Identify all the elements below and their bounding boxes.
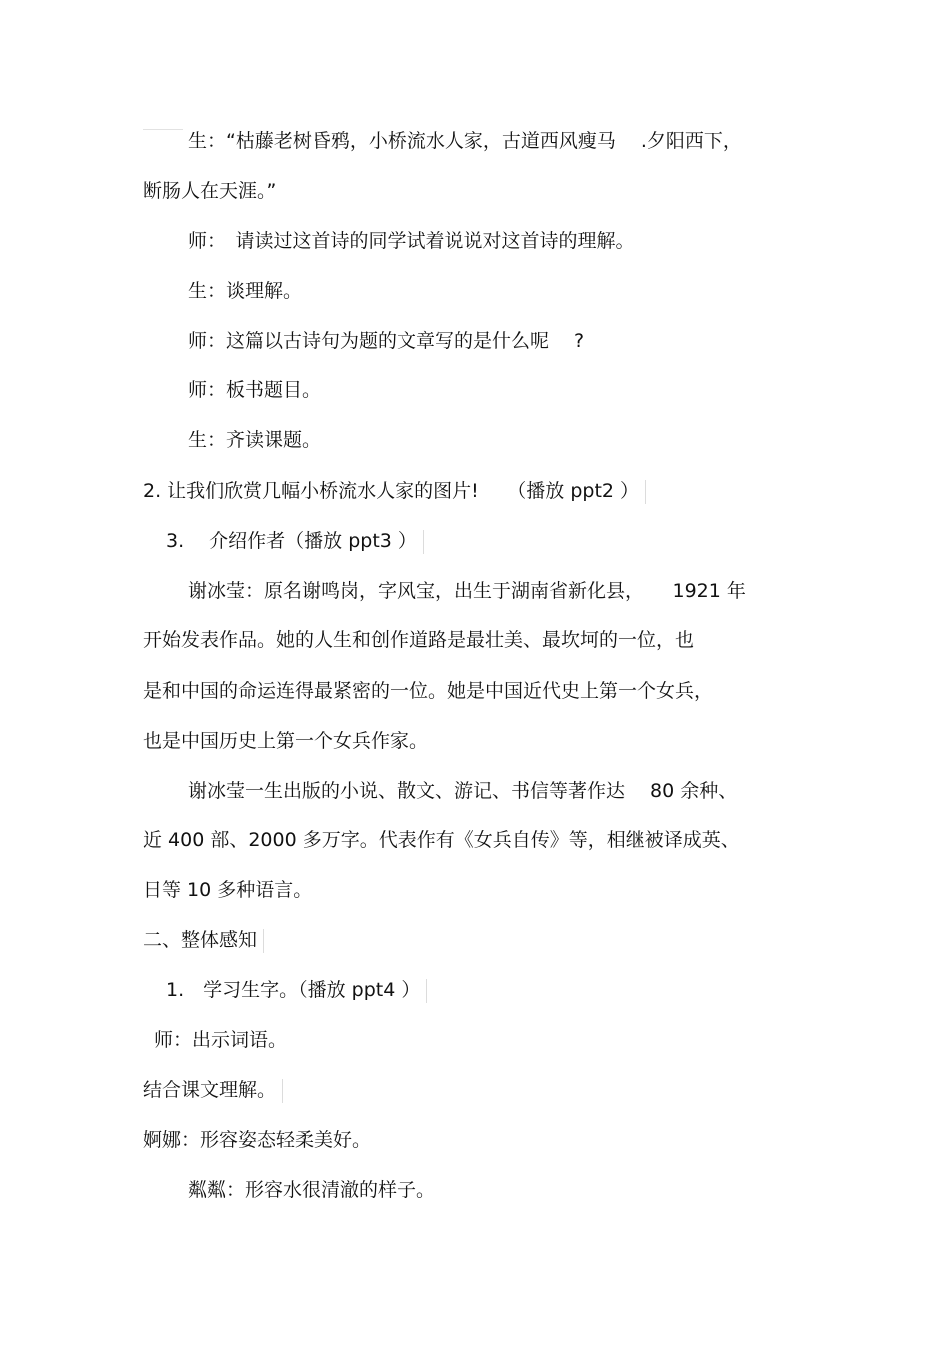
text-line (188, 128, 742, 154)
text-line (143, 627, 694, 653)
separator (282, 1079, 283, 1103)
line-text: 日等 10 多种语言。 (143, 879, 313, 901)
text-line (143, 827, 740, 853)
line-text: 是和中国的命运连得最紧密的一位。她是中国近代史上第一个女兵， (143, 680, 714, 702)
text-line (166, 528, 424, 554)
line-text: 3. 介绍作者（播放 ppt3 ） (166, 530, 417, 552)
line-text: 二、整体感知 (143, 929, 258, 951)
separator (263, 929, 264, 953)
separator (645, 480, 646, 504)
line-text: 师： 请读过这首诗的同学试着说说对这首诗的理解。 (188, 230, 635, 252)
text-line (188, 578, 746, 604)
text-line (188, 427, 321, 453)
line-text: 生：“枯藤老树昏鸦，小桥流水人家，古道西风瘦马 .夕阳西下， (188, 130, 742, 152)
line-text: 断肠人在天涯。” (143, 180, 277, 202)
line-text: 谢冰莹一生出版的小说、散文、游记、书信等著作达 80 余种、 (188, 780, 738, 802)
line-text: 1. 学习生字。（播放 ppt4 ） (166, 979, 421, 1001)
line-text: 师：出示词语。 (154, 1029, 288, 1051)
text-line (188, 1177, 435, 1203)
text-line (188, 278, 302, 304)
line-text: 师：板书题目。 (188, 379, 322, 401)
top-rule (143, 129, 183, 130)
text-line (143, 877, 312, 903)
text-line (154, 1027, 287, 1053)
line-text: 近 400 部、2000 多万字。代表作有《女兵自传》等，相继被译成英、 (143, 829, 740, 851)
text-line (143, 1077, 283, 1103)
text-line (143, 478, 646, 504)
line-text: 也是中国历史上第一个女兵作家。 (143, 730, 429, 752)
line-text: 生：谈理解。 (188, 280, 303, 302)
line-text: 师：这篇以古诗句为题的文章写的是什么呢 ? (188, 330, 585, 352)
text-line (143, 178, 276, 204)
line-text: 谢冰莹：原名谢鸣岗，字风宝，出生于湖南省新化县， 1921 年 (188, 580, 746, 602)
text-line (166, 977, 427, 1003)
text-line (143, 678, 713, 704)
line-text: 粼粼：形容水很清澈的样子。 (188, 1179, 436, 1201)
separator (426, 979, 427, 1003)
text-line (188, 228, 635, 254)
text-line (188, 778, 737, 804)
line-text: 生：齐读课题。 (188, 429, 322, 451)
line-text: 婀娜：形容姿态轻柔美好。 (143, 1129, 372, 1151)
text-line (143, 728, 428, 754)
text-line (188, 377, 321, 403)
separator (423, 530, 424, 554)
line-text: 开始发表作品。她的人生和创作道路是最壮美、最坎坷的一位，也 (143, 629, 695, 651)
line-text: 2. 让我们欣赏几幅小桥流水人家的图片! （播放 ppt2 ） (143, 480, 640, 502)
section-heading (143, 927, 264, 953)
text-line (188, 328, 584, 354)
text-line (143, 1127, 371, 1153)
line-text: 结合课文理解。 (143, 1079, 277, 1101)
